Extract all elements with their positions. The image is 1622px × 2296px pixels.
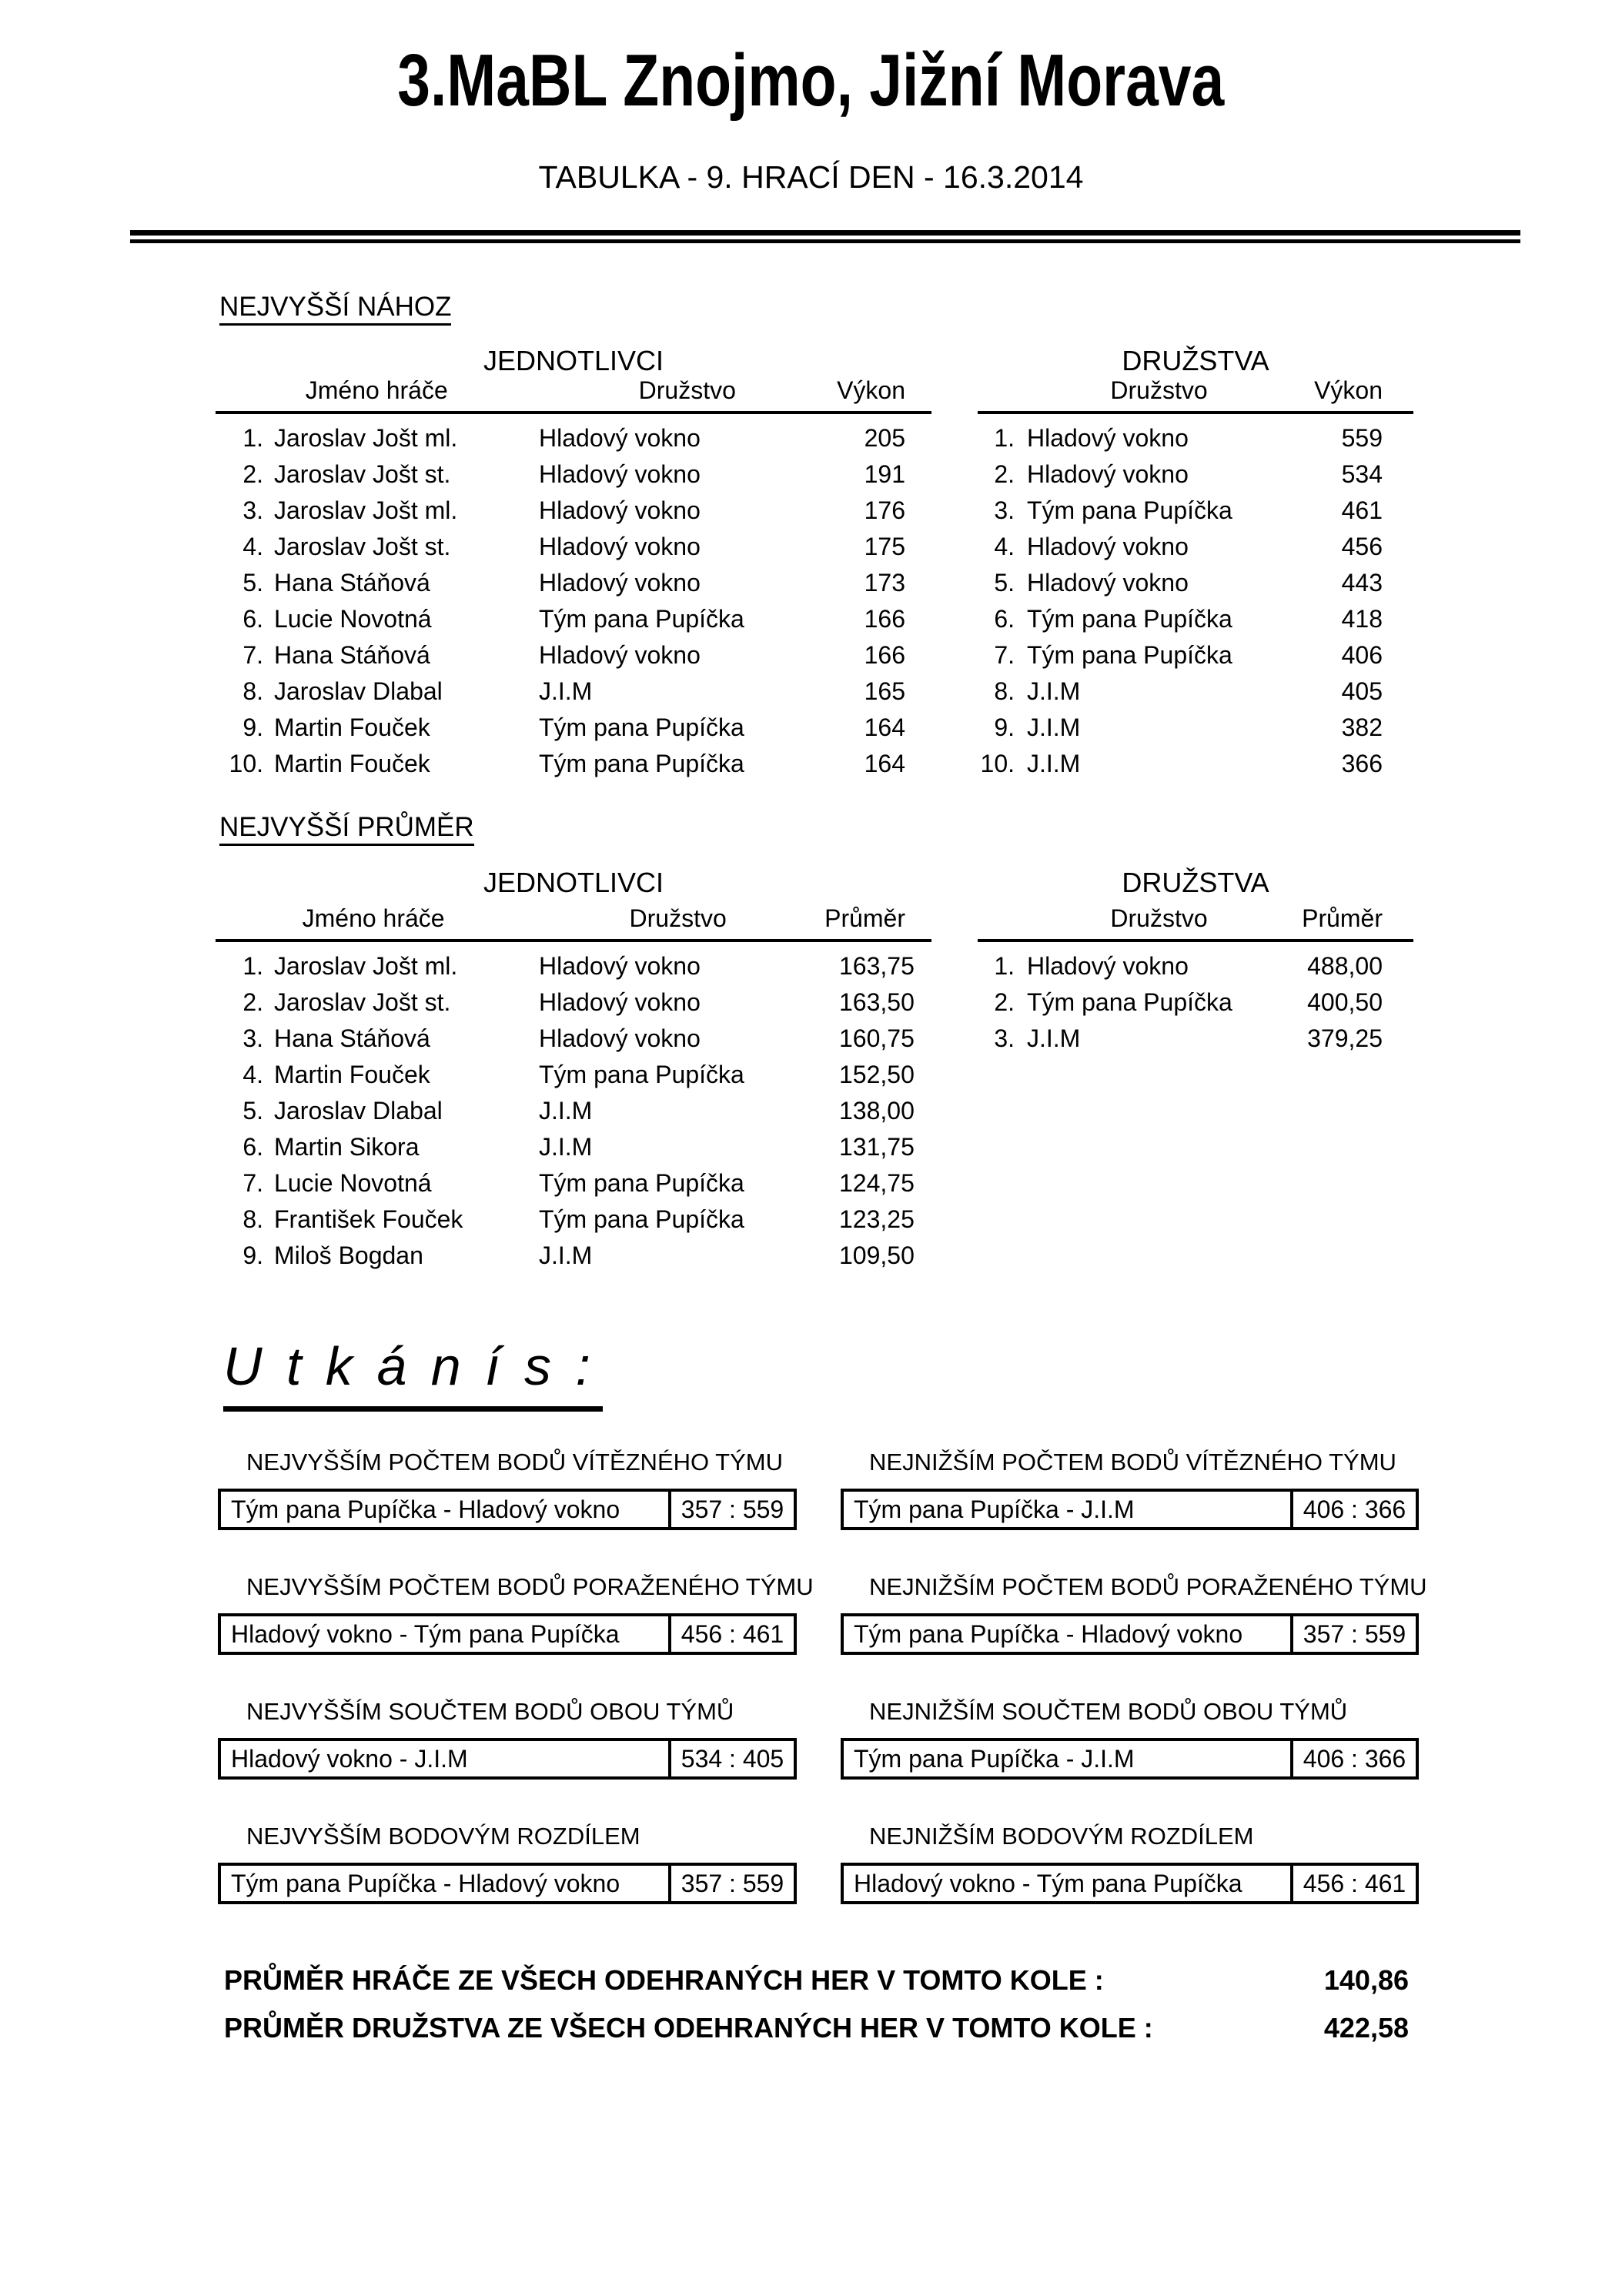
caption-individuals: JEDNOTLIVCI bbox=[483, 345, 664, 376]
table-header-row bbox=[978, 377, 1413, 414]
cell-player-name: Jaroslav Jošt ml. bbox=[274, 952, 458, 980]
cell-player-name: Martin Sikora bbox=[274, 1133, 420, 1161]
match-record-box bbox=[218, 1738, 797, 1780]
match-record bbox=[841, 1698, 1419, 1780]
cell-value: 176 bbox=[864, 496, 905, 524]
cell-rank: 5. bbox=[242, 569, 263, 597]
cell-value: 164 bbox=[864, 714, 905, 741]
match-score: 406 : 366 bbox=[1290, 1492, 1416, 1527]
cell-rank: 9. bbox=[242, 714, 263, 741]
cell-rank: 3. bbox=[242, 1024, 263, 1052]
table-body bbox=[216, 942, 931, 1274]
cell-rank: 8. bbox=[242, 677, 263, 705]
cell-team: Tým pana Pupíčka bbox=[539, 1205, 744, 1233]
match-teams-text: Tým pana Pupíčka - Hladový vokno bbox=[231, 1869, 620, 1897]
cell-rank: 7. bbox=[242, 1169, 263, 1197]
cell-value: 164 bbox=[864, 750, 905, 777]
cell-team: Hladový vokno bbox=[539, 533, 701, 560]
cell-value: 366 bbox=[1341, 750, 1383, 777]
summary-label: PRŮMĚR DRUŽSTVA ZE VŠECH ODEHRANÝCH HER V TOMTO KOLE : bbox=[224, 2012, 1153, 2044]
cell-team: Hladový vokno bbox=[539, 569, 701, 597]
cell-team: J.I.M bbox=[1027, 750, 1081, 777]
match-record bbox=[218, 1823, 797, 1904]
table-row bbox=[978, 420, 1413, 456]
cell-rank: 3. bbox=[242, 496, 263, 524]
cell-value: 534 bbox=[1341, 460, 1383, 488]
table-row bbox=[978, 529, 1413, 565]
table-row bbox=[216, 1057, 931, 1093]
cell-team: Tým pana Pupíčka bbox=[1027, 605, 1232, 633]
cell-player-name: Jaroslav Dlabal bbox=[274, 677, 443, 705]
cell-rank: 9. bbox=[994, 714, 1015, 741]
cell-team: Tým pana Pupíčka bbox=[539, 1061, 744, 1088]
column-header-player: Jméno hráče bbox=[302, 904, 445, 932]
table-row bbox=[978, 601, 1413, 637]
match-column-right bbox=[841, 1449, 1427, 1947]
match-teams-text: Hladový vokno - J.I.M bbox=[231, 1744, 468, 1773]
cell-value: 461 bbox=[1341, 496, 1383, 524]
cell-value: 163,75 bbox=[839, 952, 915, 980]
cell-player-name: Jaroslav Jošt ml. bbox=[274, 424, 458, 452]
cell-rank: 8. bbox=[242, 1205, 263, 1233]
cell-rank: 9. bbox=[242, 1242, 263, 1269]
cell-rank: 10. bbox=[229, 750, 263, 777]
table-row bbox=[216, 529, 931, 565]
cell-player-name: Hana Stáňová bbox=[274, 1024, 430, 1052]
match-record-box bbox=[841, 1613, 1419, 1655]
cell-rank: 4. bbox=[242, 1061, 263, 1088]
cell-value: 405 bbox=[1341, 677, 1383, 705]
cell-team: Hladový vokno bbox=[1027, 952, 1189, 980]
cell-value: 559 bbox=[1341, 424, 1383, 452]
match-record bbox=[218, 1573, 814, 1655]
table-row bbox=[216, 984, 931, 1021]
cell-team: J.I.M bbox=[1027, 1024, 1081, 1052]
cell-team: Hladový vokno bbox=[539, 460, 701, 488]
cell-player-name: Martin Fouček bbox=[274, 750, 430, 777]
table-row bbox=[978, 565, 1413, 601]
cell-value: 138,00 bbox=[839, 1097, 915, 1125]
cell-team: Tým pana Pupíčka bbox=[539, 750, 744, 777]
cell-value: 131,75 bbox=[839, 1133, 915, 1161]
summary-value: 422,58 bbox=[1323, 2012, 1409, 2044]
cell-value: 406 bbox=[1341, 641, 1383, 669]
table-row bbox=[216, 673, 931, 710]
table-row bbox=[216, 1201, 931, 1238]
cell-value: 443 bbox=[1341, 569, 1383, 597]
table-body bbox=[978, 942, 1413, 1057]
cell-team: Hladový vokno bbox=[539, 1024, 701, 1052]
table-row bbox=[216, 1238, 931, 1274]
cell-rank: 1. bbox=[994, 424, 1015, 452]
table-row bbox=[216, 601, 931, 637]
cell-team: Hladový vokno bbox=[1027, 424, 1189, 452]
table-highest-average-individuals bbox=[216, 905, 931, 1274]
caption-teams: DRUŽSTVA bbox=[1122, 345, 1269, 376]
table-body bbox=[216, 414, 931, 782]
match-record-label: NEJVYŠŠÍM POČTEM BODŮ VÍTĚZNÉHO TÝMU bbox=[246, 1449, 784, 1476]
match-record-label: NEJVYŠŠÍM BODOVÝM ROZDÍLEM bbox=[246, 1823, 640, 1850]
section-heading-highest-average: NEJVYŠŠÍ PRŮMĚR bbox=[219, 812, 474, 843]
cell-team: J.I.M bbox=[1027, 714, 1081, 741]
column-header-player: Jméno hráče bbox=[305, 376, 448, 404]
table-row bbox=[216, 565, 931, 601]
match-record-label: NEJNIŽŠÍM POČTEM BODŮ PORAŽENÉHO TÝMU bbox=[869, 1573, 1427, 1600]
match-record-label: NEJVYŠŠÍM SOUČTEM BODŮ OBOU TÝMŮ bbox=[246, 1698, 734, 1725]
cell-team: J.I.M bbox=[539, 1242, 593, 1269]
cell-value: 123,25 bbox=[839, 1205, 915, 1233]
caption-individuals: JEDNOTLIVCI bbox=[483, 867, 664, 898]
cell-player-name: Jaroslav Jošt st. bbox=[274, 988, 451, 1016]
cell-value: 173 bbox=[864, 569, 905, 597]
cell-rank: 3. bbox=[994, 1024, 1015, 1052]
cell-value: 166 bbox=[864, 605, 905, 633]
cell-rank: 10. bbox=[980, 750, 1015, 777]
table-header-row bbox=[216, 905, 931, 942]
table-row bbox=[978, 710, 1413, 746]
cell-value: 418 bbox=[1341, 605, 1383, 633]
cell-value: 191 bbox=[864, 460, 905, 488]
cell-team: Hladový vokno bbox=[1027, 569, 1189, 597]
cell-player-name: Jaroslav Jošt st. bbox=[274, 533, 451, 560]
table-row bbox=[216, 1093, 931, 1129]
cell-team: Hladový vokno bbox=[539, 988, 701, 1016]
cell-team: J.I.M bbox=[539, 677, 593, 705]
column-header-team: Družstvo bbox=[1110, 376, 1208, 404]
cell-team: Tým pana Pupíčka bbox=[1027, 496, 1232, 524]
cell-player-name: František Fouček bbox=[274, 1205, 463, 1233]
cell-player-name: Jaroslav Dlabal bbox=[274, 1097, 443, 1125]
cell-player-name: Hana Stáňová bbox=[274, 569, 430, 597]
cell-player-name: Lucie Novotná bbox=[274, 605, 432, 633]
match-score: 406 : 366 bbox=[1290, 1741, 1416, 1776]
match-teams-text: Tým pana Pupíčka - J.I.M bbox=[854, 1495, 1135, 1523]
cell-value: 379,25 bbox=[1307, 1024, 1383, 1052]
column-header-value: Průměr bbox=[1302, 904, 1383, 932]
table-row bbox=[978, 948, 1413, 984]
match-record-box bbox=[841, 1863, 1419, 1904]
column-header-team: Družstvo bbox=[638, 376, 736, 404]
cell-rank: 6. bbox=[242, 605, 263, 633]
cell-value: 205 bbox=[864, 424, 905, 452]
table-row bbox=[216, 637, 931, 673]
cell-team: Hladový vokno bbox=[539, 641, 701, 669]
cell-value: 456 bbox=[1341, 533, 1383, 560]
match-record-label: NEJNIŽŠÍM SOUČTEM BODŮ OBOU TÝMŮ bbox=[869, 1698, 1348, 1725]
match-record bbox=[218, 1698, 797, 1780]
cell-rank: 7. bbox=[994, 641, 1015, 669]
cell-rank: 3. bbox=[994, 496, 1015, 524]
cell-rank: 5. bbox=[994, 569, 1015, 597]
table-row bbox=[216, 493, 931, 529]
cell-rank: 2. bbox=[242, 460, 263, 488]
cell-value: 109,50 bbox=[839, 1242, 915, 1269]
cell-team: Tým pana Pupíčka bbox=[1027, 988, 1232, 1016]
table-row bbox=[216, 746, 931, 782]
cell-value: 165 bbox=[864, 677, 905, 705]
page-title bbox=[0, 38, 1622, 123]
summary-value: 140,86 bbox=[1323, 1964, 1409, 1996]
match-record bbox=[218, 1449, 797, 1530]
cell-value: 166 bbox=[864, 641, 905, 669]
table-row bbox=[216, 710, 931, 746]
cell-player-name: Martin Fouček bbox=[274, 714, 430, 741]
table-highest-game-individuals bbox=[216, 377, 931, 782]
match-score: 534 : 405 bbox=[668, 1741, 794, 1776]
match-record-box bbox=[218, 1863, 797, 1904]
section-heading-highest-game: NEJVYŠŠÍ NÁHOZ bbox=[219, 292, 451, 323]
cell-rank: 1. bbox=[242, 952, 263, 980]
match-record-label: NEJVYŠŠÍM POČTEM BODŮ PORAŽENÉHO TÝMU bbox=[246, 1573, 814, 1600]
column-header-team: Družstvo bbox=[629, 904, 727, 932]
column-header-team: Družstvo bbox=[1110, 904, 1208, 932]
cell-team: J.I.M bbox=[539, 1097, 593, 1125]
table-highest-average-teams bbox=[978, 905, 1413, 1057]
section-heading-matches: U t k á n í s : bbox=[223, 1335, 603, 1412]
table-row bbox=[216, 1165, 931, 1201]
cell-rank: 1. bbox=[994, 952, 1015, 980]
double-rule-divider bbox=[130, 230, 1520, 243]
cell-rank: 1. bbox=[242, 424, 263, 452]
cell-value: 175 bbox=[864, 533, 905, 560]
match-score: 357 : 559 bbox=[668, 1866, 794, 1901]
cell-team: Tým pana Pupíčka bbox=[539, 1169, 744, 1197]
table-row bbox=[978, 456, 1413, 493]
summary-row-team-average bbox=[224, 2012, 1409, 2044]
match-record bbox=[841, 1573, 1427, 1655]
match-score: 456 : 461 bbox=[1290, 1866, 1416, 1901]
match-record-label: NEJNIŽŠÍM POČTEM BODŮ VÍTĚZNÉHO TÝMU bbox=[869, 1449, 1396, 1476]
match-record-box bbox=[841, 1489, 1419, 1530]
table-header-row bbox=[978, 905, 1413, 942]
column-header-value: Výkon bbox=[1314, 376, 1383, 404]
cell-team: Tým pana Pupíčka bbox=[539, 605, 744, 633]
match-record-box bbox=[218, 1489, 797, 1530]
cell-team: J.I.M bbox=[539, 1133, 593, 1161]
table-row bbox=[216, 456, 931, 493]
cell-team: Hladový vokno bbox=[539, 952, 701, 980]
table-body bbox=[978, 414, 1413, 782]
table-row bbox=[978, 984, 1413, 1021]
table-row bbox=[216, 1129, 931, 1165]
table-row bbox=[978, 746, 1413, 782]
cell-team: Tým pana Pupíčka bbox=[539, 714, 744, 741]
cell-player-name: Hana Stáňová bbox=[274, 641, 430, 669]
match-record-box bbox=[841, 1738, 1419, 1780]
match-teams-text: Tým pana Pupíčka - J.I.M bbox=[854, 1744, 1135, 1773]
cell-player-name: Jaroslav Jošt st. bbox=[274, 460, 451, 488]
cell-value: 124,75 bbox=[839, 1169, 915, 1197]
cell-player-name: Martin Fouček bbox=[274, 1061, 430, 1088]
cell-value: 488,00 bbox=[1307, 952, 1383, 980]
table-highest-game-teams bbox=[978, 377, 1413, 782]
cell-value: 163,50 bbox=[839, 988, 915, 1016]
column-header-value: Průměr bbox=[824, 904, 905, 932]
cell-value: 400,50 bbox=[1307, 988, 1383, 1016]
page-title-text: 3.MaBL Znojmo, Jižní Morava bbox=[397, 39, 1225, 122]
cell-rank: 8. bbox=[994, 677, 1015, 705]
match-teams-text: Tým pana Pupíčka - Hladový vokno bbox=[231, 1495, 620, 1523]
cell-team: Hladový vokno bbox=[1027, 533, 1189, 560]
match-record-label: NEJNIŽŠÍM BODOVÝM ROZDÍLEM bbox=[869, 1823, 1254, 1850]
column-header-value: Výkon bbox=[837, 376, 905, 404]
summary-row-player-average bbox=[224, 1964, 1409, 1997]
cell-rank: 5. bbox=[242, 1097, 263, 1125]
cell-player-name: Miloš Bogdan bbox=[274, 1242, 423, 1269]
match-teams-text: Hladový vokno - Tým pana Pupíčka bbox=[231, 1619, 620, 1648]
summary-label: PRŮMĚR HRÁČE ZE VŠECH ODEHRANÝCH HER V TOMTO KOLE : bbox=[224, 1964, 1104, 1996]
cell-player-name: Lucie Novotná bbox=[274, 1169, 432, 1197]
cell-value: 382 bbox=[1341, 714, 1383, 741]
table-row bbox=[216, 948, 931, 984]
cell-team: Tým pana Pupíčka bbox=[1027, 641, 1232, 669]
cell-rank: 2. bbox=[242, 988, 263, 1016]
caption-teams: DRUŽSTVA bbox=[1122, 867, 1269, 898]
cell-team: Hladový vokno bbox=[1027, 460, 1189, 488]
cell-value: 160,75 bbox=[839, 1024, 915, 1052]
match-record-box bbox=[218, 1613, 797, 1655]
table-row bbox=[216, 1021, 931, 1057]
cell-team: Hladový vokno bbox=[539, 496, 701, 524]
cell-rank: 7. bbox=[242, 641, 263, 669]
table-row bbox=[978, 1021, 1413, 1057]
table-row bbox=[216, 420, 931, 456]
table-row bbox=[978, 673, 1413, 710]
match-column-left bbox=[218, 1449, 814, 1947]
match-score: 456 : 461 bbox=[668, 1616, 794, 1652]
page-subtitle: TABULKA - 9. HRACÍ DEN - 16.3.2014 bbox=[538, 159, 1084, 195]
match-teams-text: Tým pana Pupíčka - Hladový vokno bbox=[854, 1619, 1243, 1648]
cell-rank: 2. bbox=[994, 460, 1015, 488]
table-row bbox=[978, 493, 1413, 529]
cell-rank: 2. bbox=[994, 988, 1015, 1016]
match-record bbox=[841, 1823, 1419, 1904]
match-teams-text: Hladový vokno - Tým pana Pupíčka bbox=[854, 1869, 1242, 1897]
table-row bbox=[978, 637, 1413, 673]
cell-rank: 4. bbox=[994, 533, 1015, 560]
table-header-row bbox=[216, 377, 931, 414]
cell-team: J.I.M bbox=[1027, 677, 1081, 705]
match-score: 357 : 559 bbox=[668, 1492, 794, 1527]
cell-rank: 6. bbox=[242, 1133, 263, 1161]
match-score: 357 : 559 bbox=[1290, 1616, 1416, 1652]
cell-rank: 4. bbox=[242, 533, 263, 560]
cell-player-name: Jaroslav Jošt ml. bbox=[274, 496, 458, 524]
cell-rank: 6. bbox=[994, 605, 1015, 633]
cell-value: 152,50 bbox=[839, 1061, 915, 1088]
cell-team: Hladový vokno bbox=[539, 424, 701, 452]
match-record bbox=[841, 1449, 1419, 1530]
